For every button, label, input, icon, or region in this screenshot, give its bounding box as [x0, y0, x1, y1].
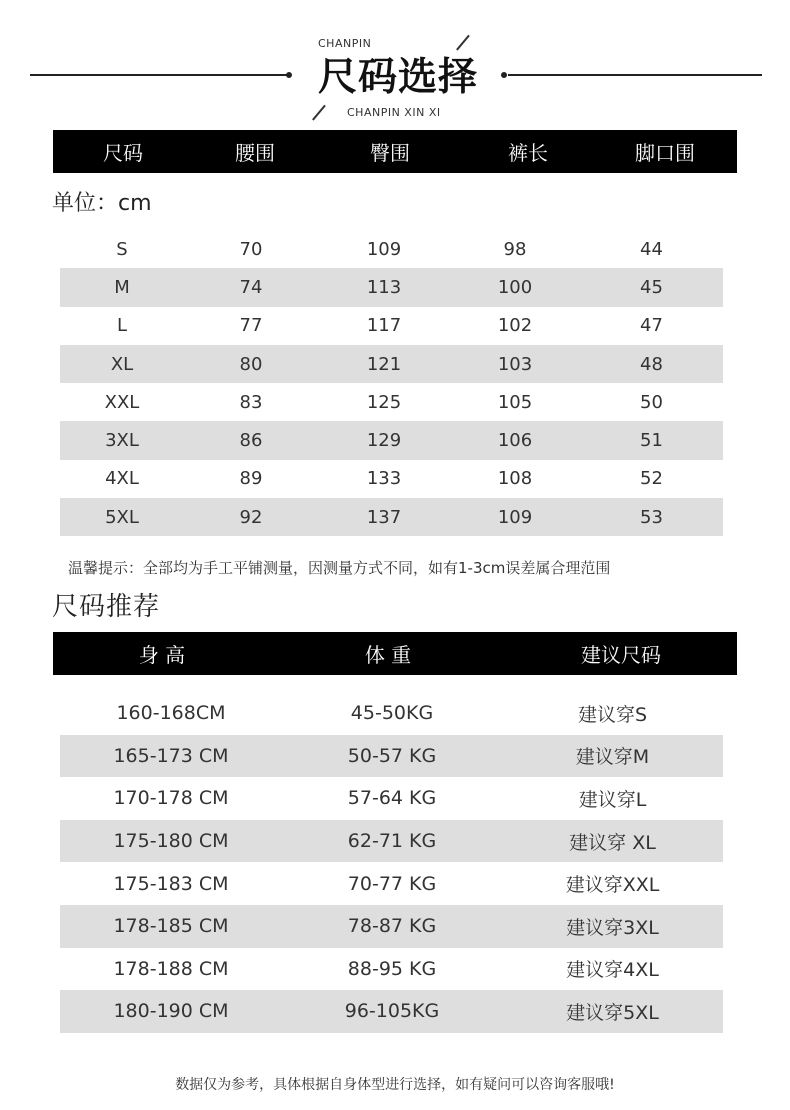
table-cell: 52 — [640, 468, 663, 490]
table-cell: 50-57 KG — [347, 744, 437, 767]
table-cell: 178-188 CM — [113, 957, 229, 980]
header-subtitle-bottom: CHANPIN XIN XI — [347, 106, 441, 119]
table-cell: 113 — [366, 276, 402, 298]
table-cell: 47 — [640, 315, 663, 337]
table-cell: 62-71 KG — [347, 830, 437, 853]
recommend-table — [60, 692, 723, 1033]
table-cell: 建议穿XXL — [565, 874, 660, 897]
column-header-hem: 脚口围 — [635, 141, 695, 165]
table-cell: 51 — [640, 430, 663, 452]
size-table-header — [53, 130, 737, 173]
header-subtitle-top: CHANPIN — [318, 37, 372, 50]
table-row — [60, 862, 723, 905]
column-header-suggested-size: 建议尺码 — [581, 643, 661, 667]
table-cell: 57-64 KG — [347, 787, 437, 810]
table-cell: 建议穿3XL — [566, 916, 659, 939]
table-cell: 建议穿5XL — [566, 1001, 659, 1024]
table-cell: 106 — [497, 430, 533, 452]
table-cell: 86 — [239, 430, 263, 452]
table-row — [60, 820, 723, 863]
table-cell: 92 — [239, 506, 263, 528]
table-cell: XXL — [104, 391, 140, 413]
table-cell: 44 — [640, 238, 663, 260]
table-cell: 70 — [239, 238, 263, 260]
table-cell: 175-183 CM — [113, 872, 229, 895]
table-cell: 103 — [497, 353, 533, 375]
recommend-table-header — [53, 632, 737, 675]
page-title: 尺码选择 — [317, 55, 478, 100]
table-row — [60, 307, 723, 345]
table-cell: 165-173 CM — [113, 744, 229, 767]
table-row — [60, 905, 723, 948]
table-cell: 137 — [366, 506, 402, 528]
table-cell: 180-190 CM — [113, 1000, 229, 1023]
table-cell: 建议穿4XL — [566, 959, 659, 982]
table-cell: 88-95 KG — [347, 957, 437, 980]
column-header-height: 身 高 — [138, 643, 186, 667]
table-cell: 45 — [640, 276, 663, 298]
table-row — [60, 345, 723, 383]
table-cell: 129 — [366, 430, 402, 452]
table-cell: 108 — [497, 468, 533, 490]
table-cell: 77 — [239, 315, 263, 337]
table-cell: S — [116, 238, 128, 260]
recommend-title: 尺码推荐 — [52, 592, 161, 622]
table-cell: 建议穿 XL — [569, 831, 656, 854]
table-cell: L — [116, 315, 128, 337]
table-row — [60, 692, 723, 735]
table-cell: XL — [110, 353, 134, 375]
table-cell: 175-180 CM — [113, 830, 229, 853]
table-cell: 3XL — [105, 430, 139, 452]
table-cell: 74 — [239, 276, 263, 298]
footer-note: 数据仅为参考，具体根据自身体型进行选择，如有疑问可以咨询客服哦! — [175, 1077, 615, 1093]
header-slash-bottom — [312, 105, 325, 121]
table-cell: 45-50KG — [350, 702, 434, 725]
table-cell: 89 — [239, 468, 263, 490]
table-row — [60, 735, 723, 778]
table-row — [60, 383, 723, 421]
size-table — [60, 230, 723, 536]
table-cell: 70-77 KG — [347, 872, 437, 895]
table-cell: 125 — [366, 391, 402, 413]
column-header-hip: 臀围 — [370, 141, 410, 165]
table-cell: 建议穿L — [578, 788, 647, 811]
table-cell: 121 — [366, 353, 402, 375]
table-cell: 102 — [497, 315, 533, 337]
header-dot-left — [286, 72, 292, 78]
measurement-tip: 温馨提示：全部均为手工平铺测量，因测量方式不同，如有1-3cm误差属合理范围 — [68, 559, 611, 577]
table-row — [60, 230, 723, 268]
table-cell: 53 — [640, 506, 663, 528]
header-dot-right — [501, 72, 507, 78]
column-header-weight: 体 重 — [364, 643, 412, 667]
column-header-length: 裤长 — [508, 141, 548, 165]
table-cell: 50 — [640, 391, 663, 413]
table-cell: 133 — [366, 468, 402, 490]
table-row — [60, 268, 723, 306]
table-cell: 5XL — [105, 506, 139, 528]
table-cell: 48 — [640, 353, 663, 375]
header-rule-right — [508, 74, 762, 76]
table-cell: 160-168CM — [116, 702, 226, 725]
table-row — [60, 990, 723, 1033]
table-cell: 96-105KG — [344, 1000, 440, 1023]
table-cell: 105 — [497, 391, 533, 413]
table-cell: 建议穿M — [575, 746, 650, 769]
table-cell: 4XL — [105, 468, 139, 490]
unit-label: 单位：cm — [52, 191, 152, 216]
table-cell: 178-185 CM — [113, 915, 229, 938]
table-row — [60, 421, 723, 459]
table-row — [60, 460, 723, 498]
table-row — [60, 777, 723, 820]
table-cell: 100 — [497, 276, 533, 298]
table-cell: 170-178 CM — [113, 787, 229, 810]
table-cell: M — [114, 276, 130, 298]
table-cell: 98 — [503, 238, 527, 260]
table-cell: 117 — [366, 315, 402, 337]
table-row — [60, 498, 723, 536]
header-rule-left — [30, 74, 288, 76]
table-row — [60, 948, 723, 991]
column-header-size: 尺码 — [103, 141, 143, 165]
table-cell: 78-87 KG — [347, 915, 437, 938]
column-header-waist: 腰围 — [235, 141, 275, 165]
table-cell: 建议穿S — [577, 703, 648, 726]
table-cell: 109 — [366, 238, 402, 260]
table-cell: 83 — [239, 391, 263, 413]
table-cell: 109 — [497, 506, 533, 528]
table-cell: 80 — [239, 353, 263, 375]
